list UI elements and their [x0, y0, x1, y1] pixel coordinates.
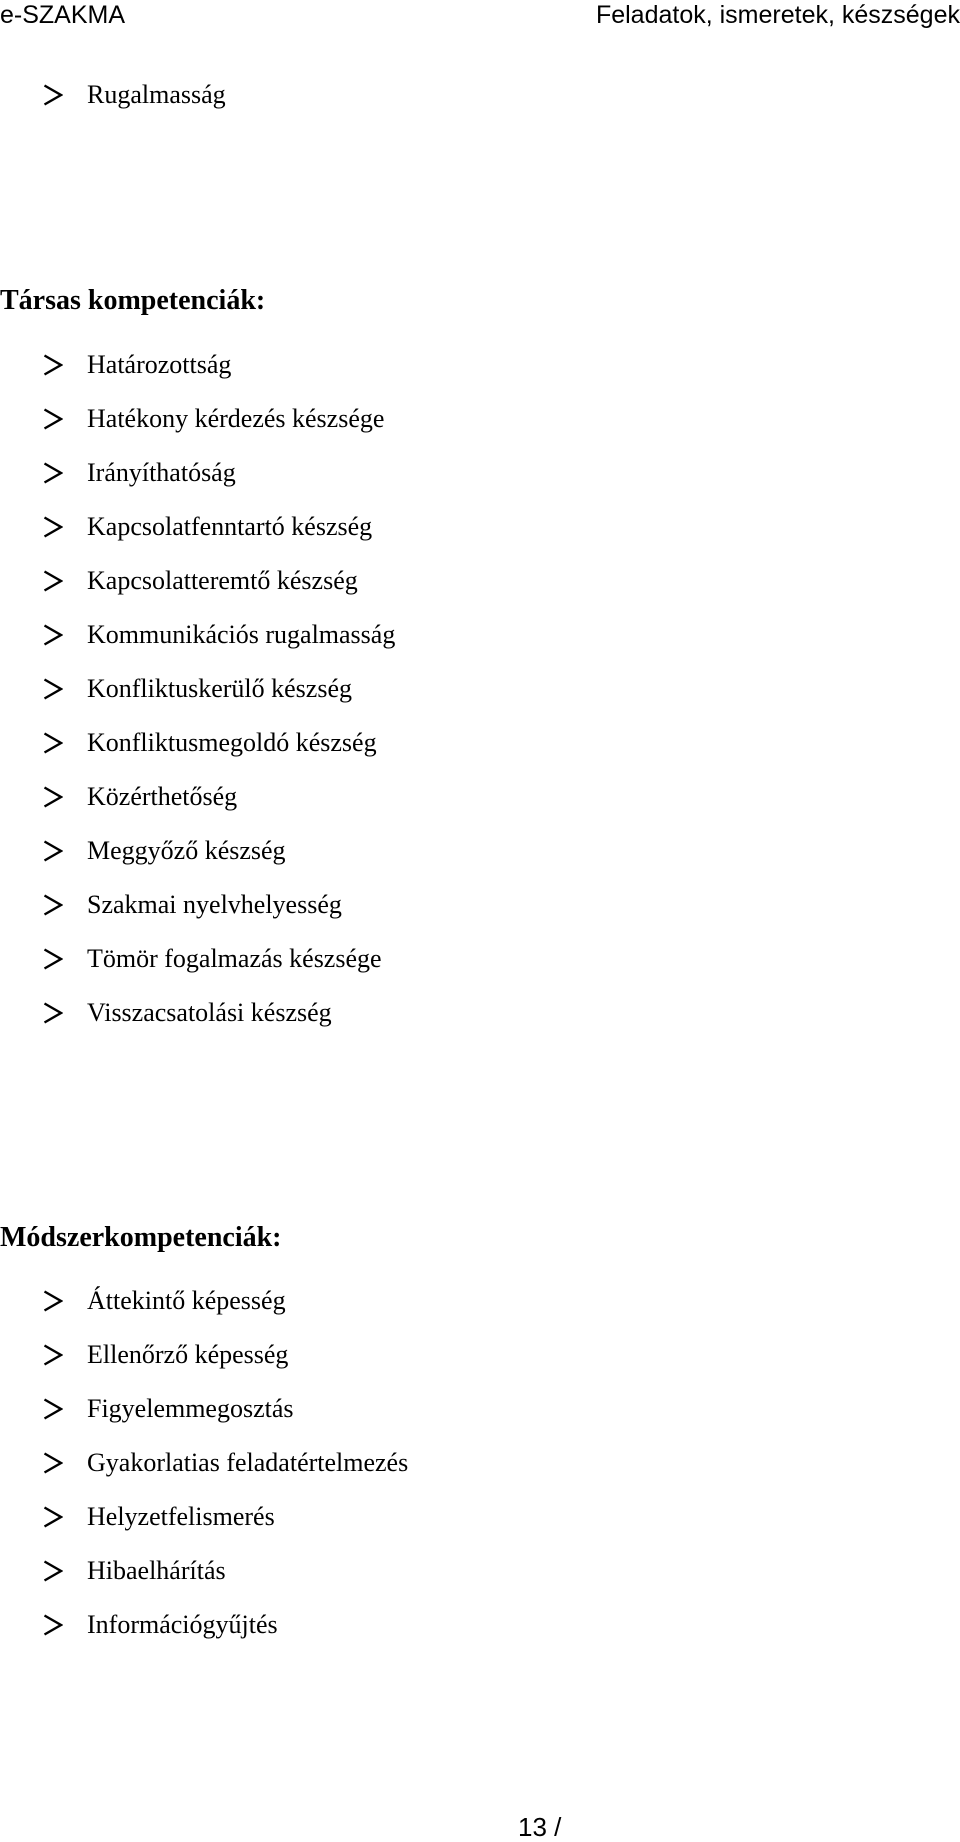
list-item: [0, 878, 960, 932]
method-competencies-list: [0, 1274, 960, 1652]
arrow-bullet-icon: [43, 1614, 63, 1636]
list-item-label: Irányíthatóság: [87, 458, 236, 487]
list-item: [0, 1274, 960, 1328]
list-item-label: Helyzetfelismerés: [87, 1502, 275, 1531]
list-item: [0, 1382, 960, 1436]
list-item: [0, 1328, 960, 1382]
arrow-bullet-icon: [43, 1398, 63, 1420]
arrow-bullet-icon: [43, 516, 63, 538]
list-item-label: Kapcsolatteremtő készség: [87, 566, 358, 595]
list-item-label: Hatékony kérdezés készsége: [87, 404, 385, 433]
list-item-label: Konfliktusmegoldó készség: [87, 728, 377, 757]
arrow-bullet-icon: [43, 462, 63, 484]
list-item: [0, 1490, 960, 1544]
intro-list-section: [0, 68, 960, 122]
arrow-bullet-icon: [43, 570, 63, 592]
list-item-label: Áttekintő képesség: [87, 1286, 286, 1315]
list-item: [0, 770, 960, 824]
list-item-label: Rugalmasság: [87, 80, 226, 109]
list-item-label: Tömör fogalmazás készsége: [87, 944, 382, 973]
list-item: [0, 716, 960, 770]
arrow-bullet-icon: [43, 894, 63, 916]
list-item-label: Szakmai nyelvhelyesség: [87, 890, 342, 919]
list-item: [0, 554, 960, 608]
list-item: [0, 1598, 960, 1652]
list-item-label: Visszacsatolási készség: [87, 998, 332, 1027]
page-number: 13 /: [518, 1812, 562, 1842]
intro-list: [0, 68, 960, 122]
list-item-label: Ellenőrző képesség: [87, 1340, 289, 1369]
arrow-bullet-icon: [43, 1290, 63, 1312]
page-header: [0, 0, 960, 30]
arrow-bullet-icon: [43, 1344, 63, 1366]
arrow-bullet-icon: [43, 678, 63, 700]
list-item-label: Határozottság: [87, 350, 232, 379]
list-item-label: Kommunikációs rugalmasság: [87, 620, 396, 649]
arrow-bullet-icon: [43, 732, 63, 754]
list-item-label: Kapcsolatfenntartó készség: [87, 512, 373, 541]
list-item-label: Információgyűjtés: [87, 1610, 278, 1639]
list-item: [0, 500, 960, 554]
list-item: [0, 338, 960, 392]
arrow-bullet-icon: [43, 1560, 63, 1582]
arrow-bullet-icon: [43, 408, 63, 430]
social-competencies-section: [0, 284, 960, 1040]
arrow-bullet-icon: [43, 84, 63, 106]
list-item: [0, 608, 960, 662]
arrow-bullet-icon: [43, 1002, 63, 1024]
list-item-label: Meggyőző készség: [87, 836, 286, 865]
social-competencies-list: [0, 338, 960, 1040]
arrow-bullet-icon: [43, 1452, 63, 1474]
list-item: [0, 446, 960, 500]
list-item: [0, 662, 960, 716]
list-item: [0, 1544, 960, 1598]
method-competencies-heading: Módszerkompetenciák:: [0, 1222, 282, 1253]
arrow-bullet-icon: [43, 786, 63, 808]
list-item-label: Figyelemmegosztás: [87, 1394, 294, 1423]
list-item-label: Hibaelhárítás: [87, 1556, 226, 1585]
list-item: [0, 986, 960, 1040]
list-item-label: Közérthetőség: [87, 782, 238, 811]
arrow-bullet-icon: [43, 948, 63, 970]
arrow-bullet-icon: [43, 624, 63, 646]
method-competencies-section: [0, 1221, 960, 1652]
arrow-bullet-icon: [43, 354, 63, 376]
list-item: [0, 1436, 960, 1490]
list-item: [0, 824, 960, 878]
social-competencies-heading: Társas kompetenciák:: [0, 285, 266, 316]
list-item: [0, 392, 960, 446]
header-section-title: Feladatok, ismeretek, készségek: [595, 1, 960, 29]
list-item-label: Konfliktuskerülő készség: [87, 674, 353, 703]
arrow-bullet-icon: [43, 1506, 63, 1528]
header-brand: e-SZAKMA: [0, 1, 126, 29]
arrow-bullet-icon: [43, 840, 63, 862]
list-item: [0, 932, 960, 986]
list-item: [0, 68, 960, 122]
list-item-label: Gyakorlatias feladatértelmezés: [87, 1448, 409, 1477]
